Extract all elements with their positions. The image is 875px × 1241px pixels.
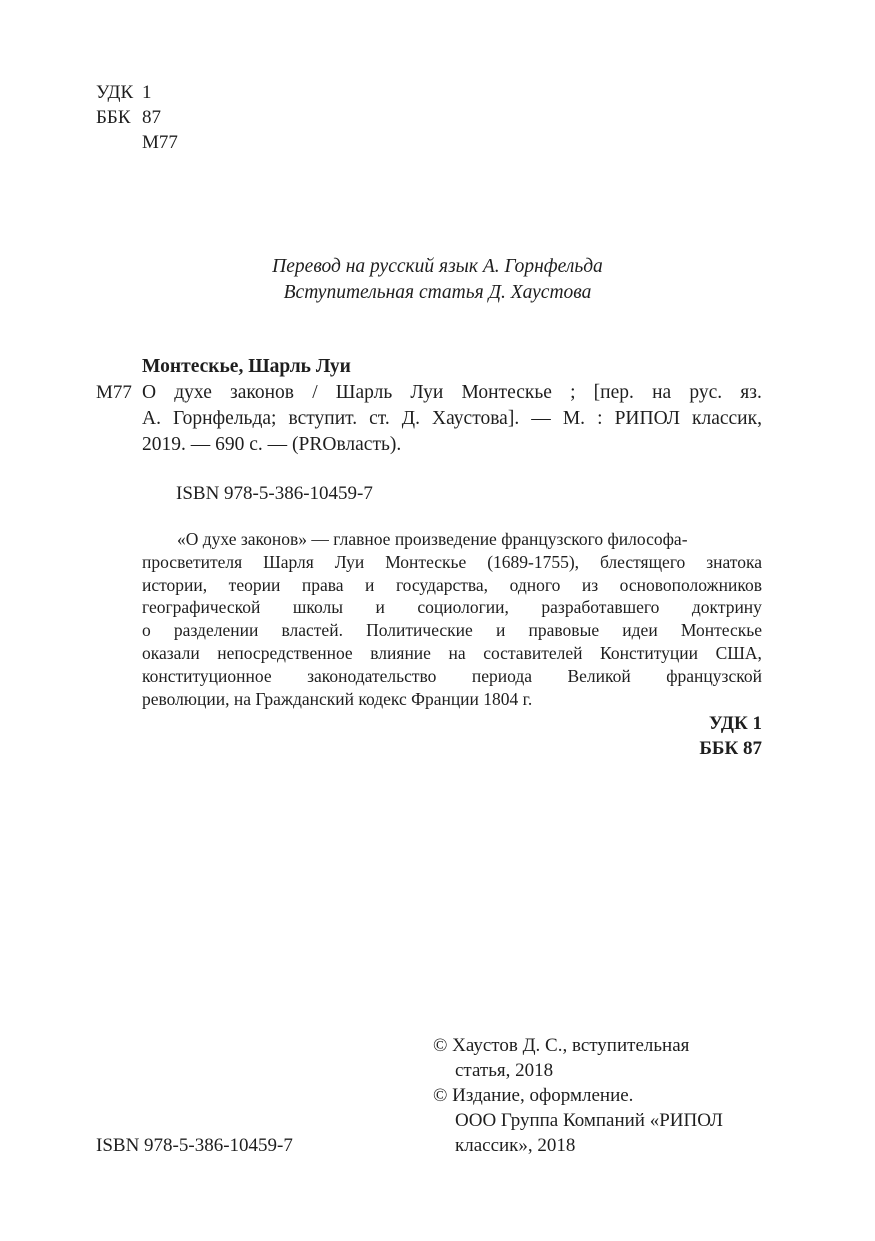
author-mark-left: М77 <box>96 382 132 403</box>
word: разделении <box>173 620 259 641</box>
word: Монтескье <box>680 620 762 641</box>
word: Луи <box>334 551 365 572</box>
copyright-line-1: © Хаустов Д. С., вступительная <box>433 1035 690 1056</box>
word: духе <box>174 382 212 403</box>
copyright-line-5: классик», 2018 <box>455 1135 576 1156</box>
word: / <box>312 382 318 403</box>
word: (1689-1755), <box>487 551 580 572</box>
biblio-line-1 <box>142 380 762 406</box>
bibliographic-record <box>142 380 762 458</box>
word: Монтескье <box>385 551 467 572</box>
word: вступит. <box>288 408 358 429</box>
abstract-line <box>142 619 762 642</box>
word: властей. <box>281 620 343 641</box>
bbk-code-right: ББК 87 <box>699 738 762 759</box>
word: истории, <box>142 574 208 595</box>
index-codes-right <box>699 711 762 761</box>
word: идеи <box>622 620 658 641</box>
word: ст. <box>369 408 390 429</box>
word: Горнфельда; <box>173 408 277 429</box>
abstract <box>142 528 762 710</box>
author-heading: Монтескье, Шарль Луи <box>142 356 351 377</box>
abstract-line <box>142 574 762 597</box>
udk-label: УДК <box>96 82 134 103</box>
abstract-line <box>142 551 762 574</box>
word: Политические <box>366 620 473 641</box>
word: — <box>531 408 551 429</box>
word: о <box>142 620 151 641</box>
word: А. <box>142 408 161 429</box>
bbk-row <box>96 105 178 130</box>
word: географической <box>142 597 261 618</box>
word: влияние <box>370 642 431 663</box>
word: Шарль <box>335 382 393 403</box>
abstract-lines <box>142 528 762 688</box>
introduction-credit: Вступительная статья Д. Хаустова <box>283 282 592 303</box>
abstract-line <box>142 642 762 665</box>
copyright-line-4: ООО Группа Компаний «РИПОЛ <box>455 1110 723 1131</box>
abstract-line <box>142 528 762 551</box>
word: оказали <box>142 642 200 663</box>
word: правовые <box>528 620 600 641</box>
word: Конституции <box>600 642 699 663</box>
word: составителей <box>483 642 583 663</box>
word: просветителя <box>142 551 243 572</box>
bbk-value: 87 <box>142 107 161 128</box>
word: блестящего <box>599 551 686 572</box>
word: США, <box>715 642 762 663</box>
word: периода <box>471 665 533 686</box>
word: и <box>365 574 375 595</box>
biblio-line-3: 2019. — 690 с. — (PROвласть). <box>142 434 402 455</box>
word: одного <box>509 574 561 595</box>
word: непосредственное <box>217 642 353 663</box>
word: доктрину <box>691 597 762 618</box>
biblio-line-2 <box>142 406 762 432</box>
word: государства, <box>395 574 489 595</box>
word: [пер. <box>593 382 634 403</box>
word: законов <box>230 382 295 403</box>
word: М. <box>562 408 586 429</box>
word: и <box>495 620 506 641</box>
word: разработавшего <box>541 597 660 618</box>
word: из <box>581 574 599 595</box>
word: конституционное <box>142 665 272 686</box>
word: классик, <box>692 408 762 429</box>
bbk-label: ББК <box>96 107 131 128</box>
word: на <box>448 642 466 663</box>
word: О <box>142 382 157 403</box>
word: Луи <box>410 382 444 403</box>
word: социологии, <box>417 597 509 618</box>
abstract-line <box>142 665 762 688</box>
word: школы <box>292 597 343 618</box>
author-mark-row <box>96 130 178 155</box>
word: «О духе законов» — главное произведение французского философа- <box>177 529 688 549</box>
abstract-last-line: революции, на Гражданский кодекс Франции 1804 г. <box>142 688 533 709</box>
word: теории <box>228 574 281 595</box>
word: законодательство <box>307 665 437 686</box>
word: на <box>652 382 672 403</box>
word: основоположников <box>619 574 762 595</box>
word: РИПОЛ <box>614 408 680 429</box>
translation-credit: Перевод на русский язык А. Горнфельда <box>272 256 603 277</box>
word: яз. <box>740 382 762 403</box>
word: знатока <box>706 551 762 572</box>
author-mark: М77 <box>142 132 178 153</box>
word: : <box>597 408 603 429</box>
udk-code-right: УДК 1 <box>708 713 762 734</box>
word: французской <box>666 665 762 686</box>
copyright-line-3: © Издание, оформление. <box>433 1085 634 1106</box>
isbn-top: ISBN 978-5-386-10459-7 <box>176 483 373 504</box>
word: права <box>301 574 344 595</box>
isbn-bottom: ISBN 978-5-386-10459-7 <box>96 1135 293 1156</box>
word: Монтескье <box>461 382 552 403</box>
copyright-line-2: статья, 2018 <box>455 1060 554 1081</box>
credits <box>0 254 875 306</box>
word: Шарля <box>263 551 314 572</box>
copyright-block <box>433 1033 768 1158</box>
word: Д. <box>401 408 420 429</box>
udk-row <box>96 80 178 105</box>
abstract-line <box>142 596 762 619</box>
word: Хаустова]. <box>432 408 520 429</box>
word: и <box>375 597 385 618</box>
word: ; <box>570 382 576 403</box>
word: рус. <box>689 382 723 403</box>
udk-value: 1 <box>142 82 152 103</box>
word: Великой <box>567 665 631 686</box>
classification-codes <box>96 80 178 155</box>
